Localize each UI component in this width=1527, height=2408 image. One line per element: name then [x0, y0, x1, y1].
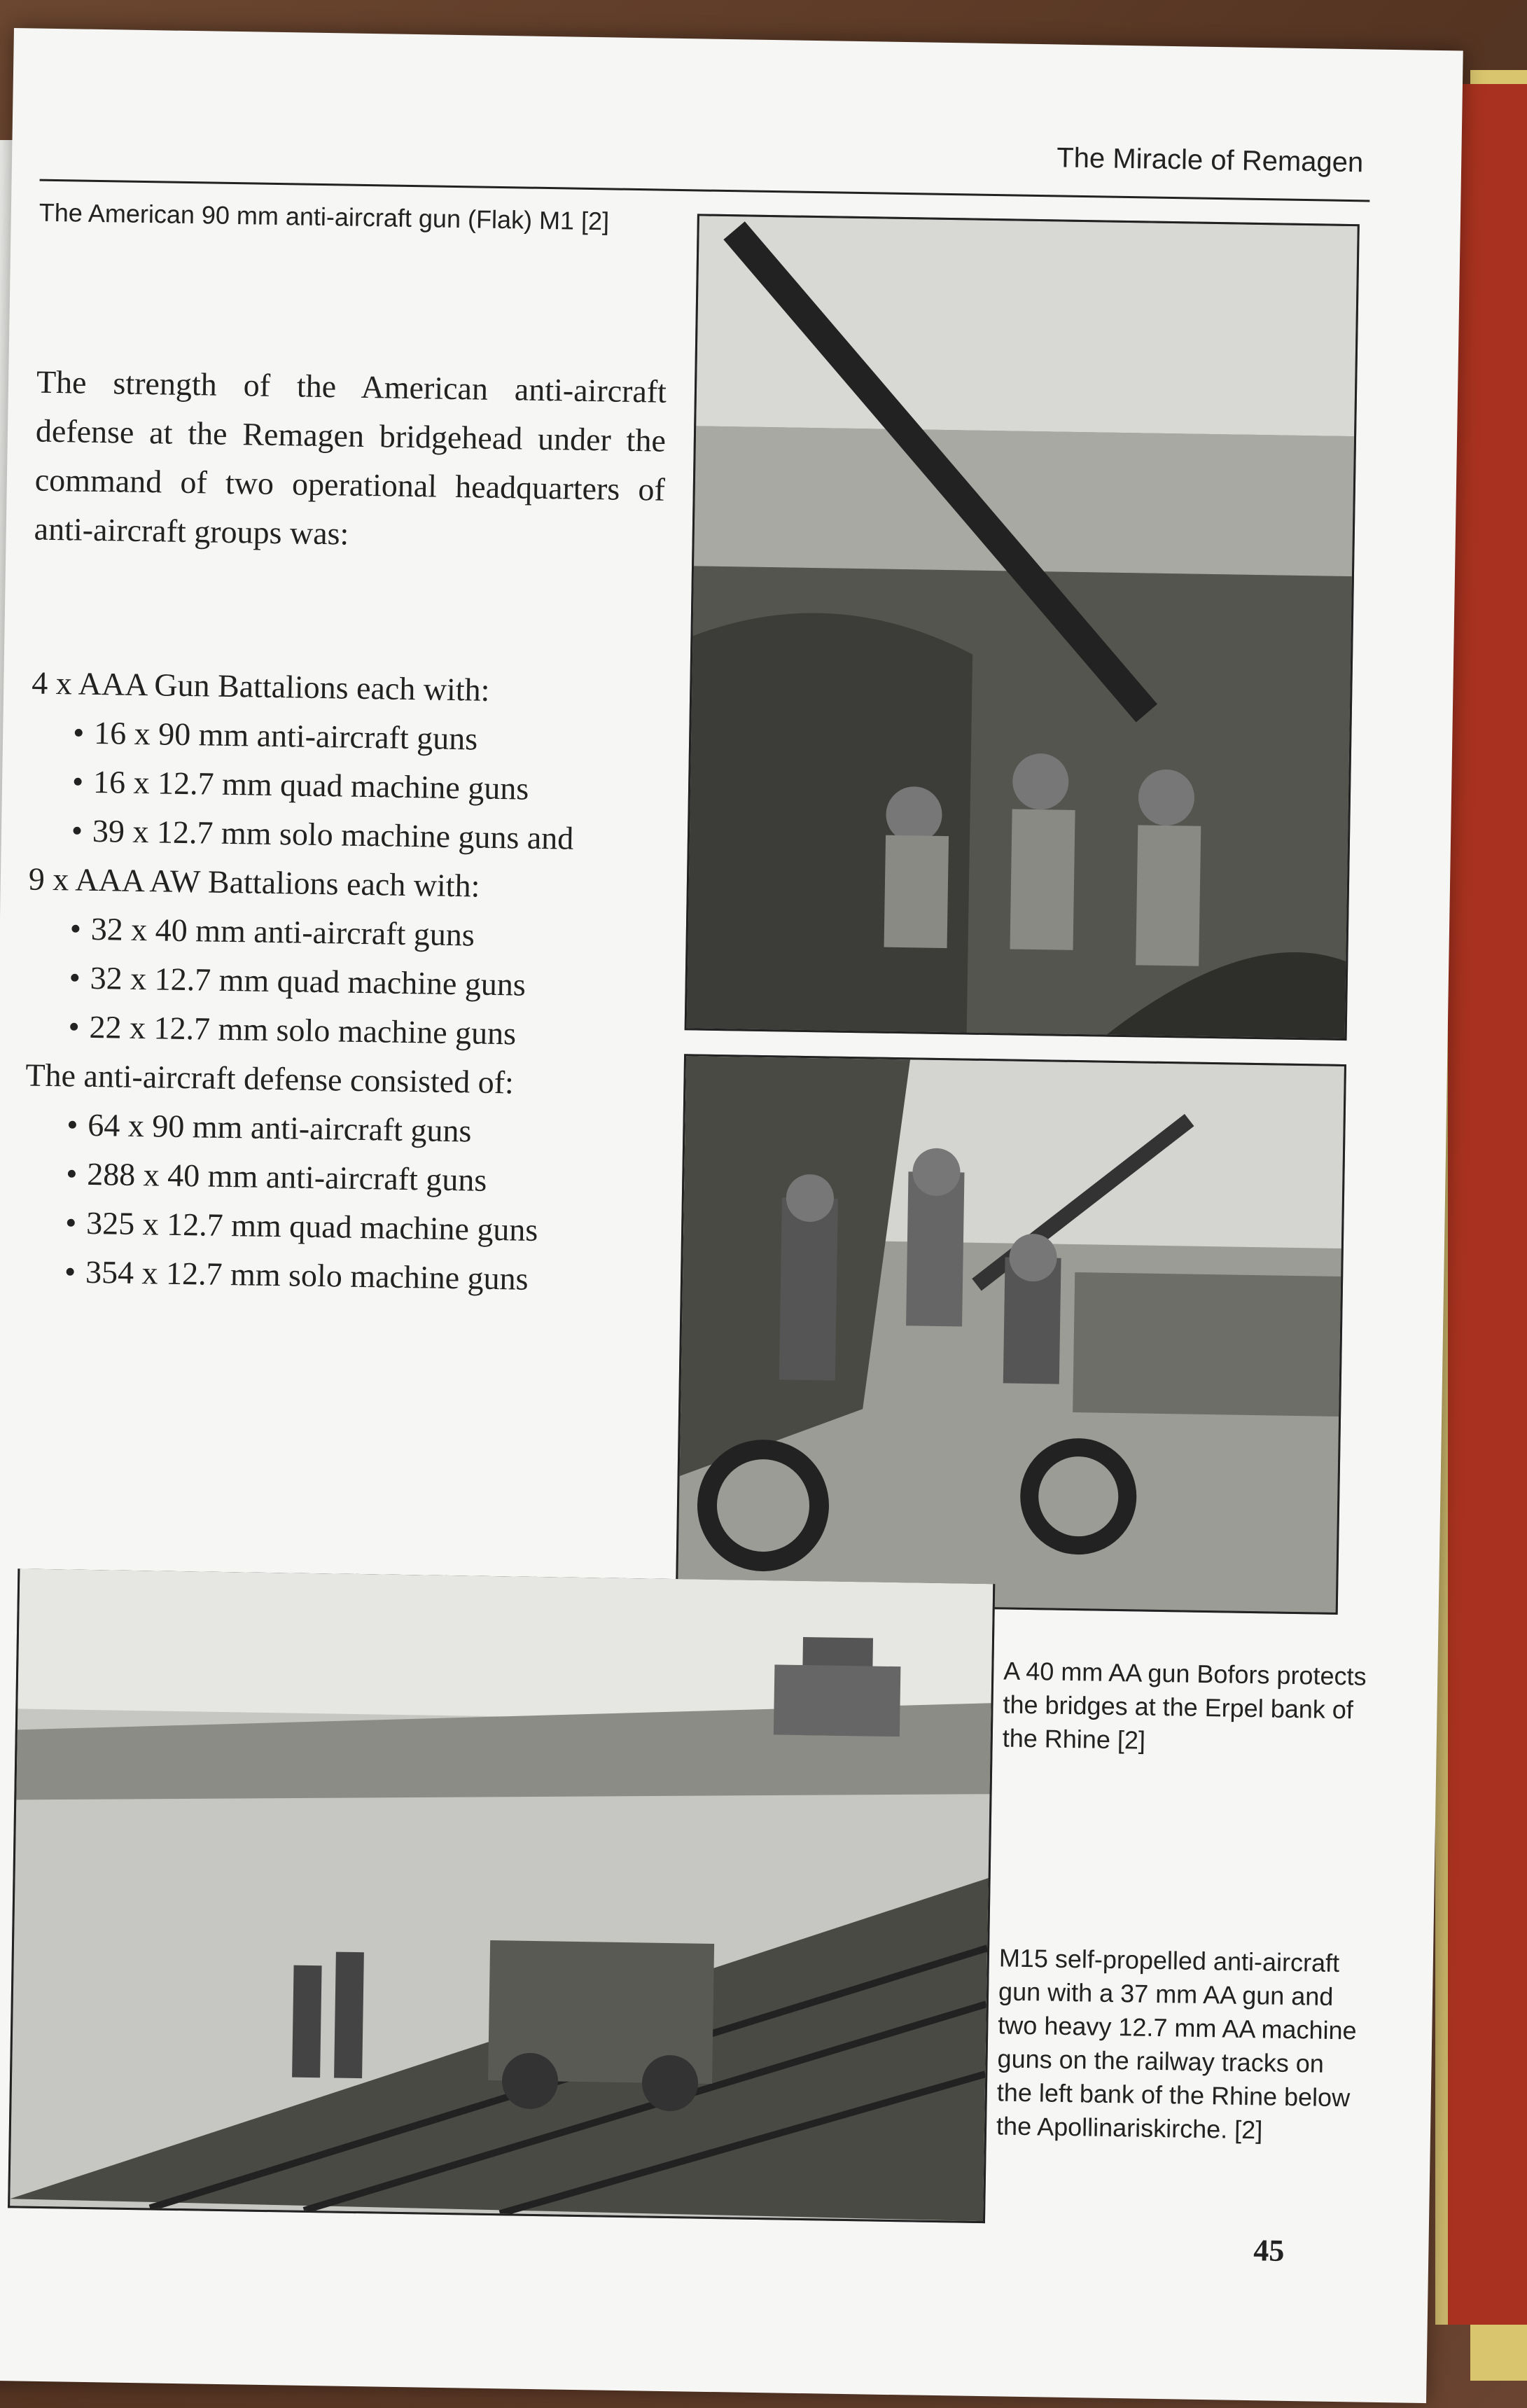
photo2-caption: A 40 mm AA gun Bofors protects the bridges at the Erpel bank of the Rhine [2]	[1002, 1656, 1367, 1755]
list-item: • 39 x 12.7 mm solo machine guns and	[92, 807, 674, 865]
photo-40mm-bofors	[676, 1054, 1346, 1615]
book-page	[0, 28, 1463, 2403]
list-item: • 354 x 12.7 mm solo machine guns	[85, 1248, 667, 1306]
list-item: • 16 x 90 mm anti-aircraft guns	[94, 709, 676, 767]
intro-paragraph: The strength of the American anti-aircraft defense at the Remagen bridgehead under the command of two operational headquarters of anti-aircraft groups was:	[34, 363, 667, 552]
list-item: • 288 x 40 mm anti-aircraft guns	[87, 1150, 669, 1208]
page-number: 45	[1253, 2233, 1285, 2268]
list-item: • 64 x 90 mm anti-aircraft guns	[88, 1101, 669, 1159]
photo-90mm-gun	[685, 214, 1360, 1041]
list-item: • 16 x 12.7 mm quad machine guns	[93, 758, 675, 816]
photo1-caption: The American 90 mm anti-aircraft gun (Flak) M1 [2]	[39, 197, 610, 236]
list-item: • 32 x 12.7 mm quad machine guns	[90, 954, 671, 1012]
list-item: • 32 x 40 mm anti-aircraft guns	[90, 905, 672, 963]
group3-heading: The anti-aircraft defense consisted of:	[25, 1057, 515, 1101]
group2-heading: 9 x AAA AW Battalions each with:	[28, 861, 480, 904]
photo3-caption: M15 self-propelled anti-aircraft gun with a 37 mm AA gun and two heavy 12.7 mm AA machine guns on the railway tracks on the left bank of the Rhine below the Apollinariskirche. [2]	[996, 1943, 1357, 2145]
group2-items	[26, 903, 672, 1060]
list-item: • 22 x 12.7 mm solo machine guns	[89, 1003, 671, 1061]
list-item: • 325 x 12.7 mm quad machine guns	[86, 1199, 668, 1257]
photo-m15-railway	[8, 1568, 995, 2223]
running-header: The Miracle of Remagen	[1056, 142, 1364, 179]
group3-items	[22, 1099, 669, 1305]
group1-heading: 4 x AAA Gun Battalions each with:	[31, 664, 490, 708]
battalion-list	[22, 659, 676, 1306]
header-rule	[40, 179, 1370, 202]
group1-items	[29, 708, 675, 865]
